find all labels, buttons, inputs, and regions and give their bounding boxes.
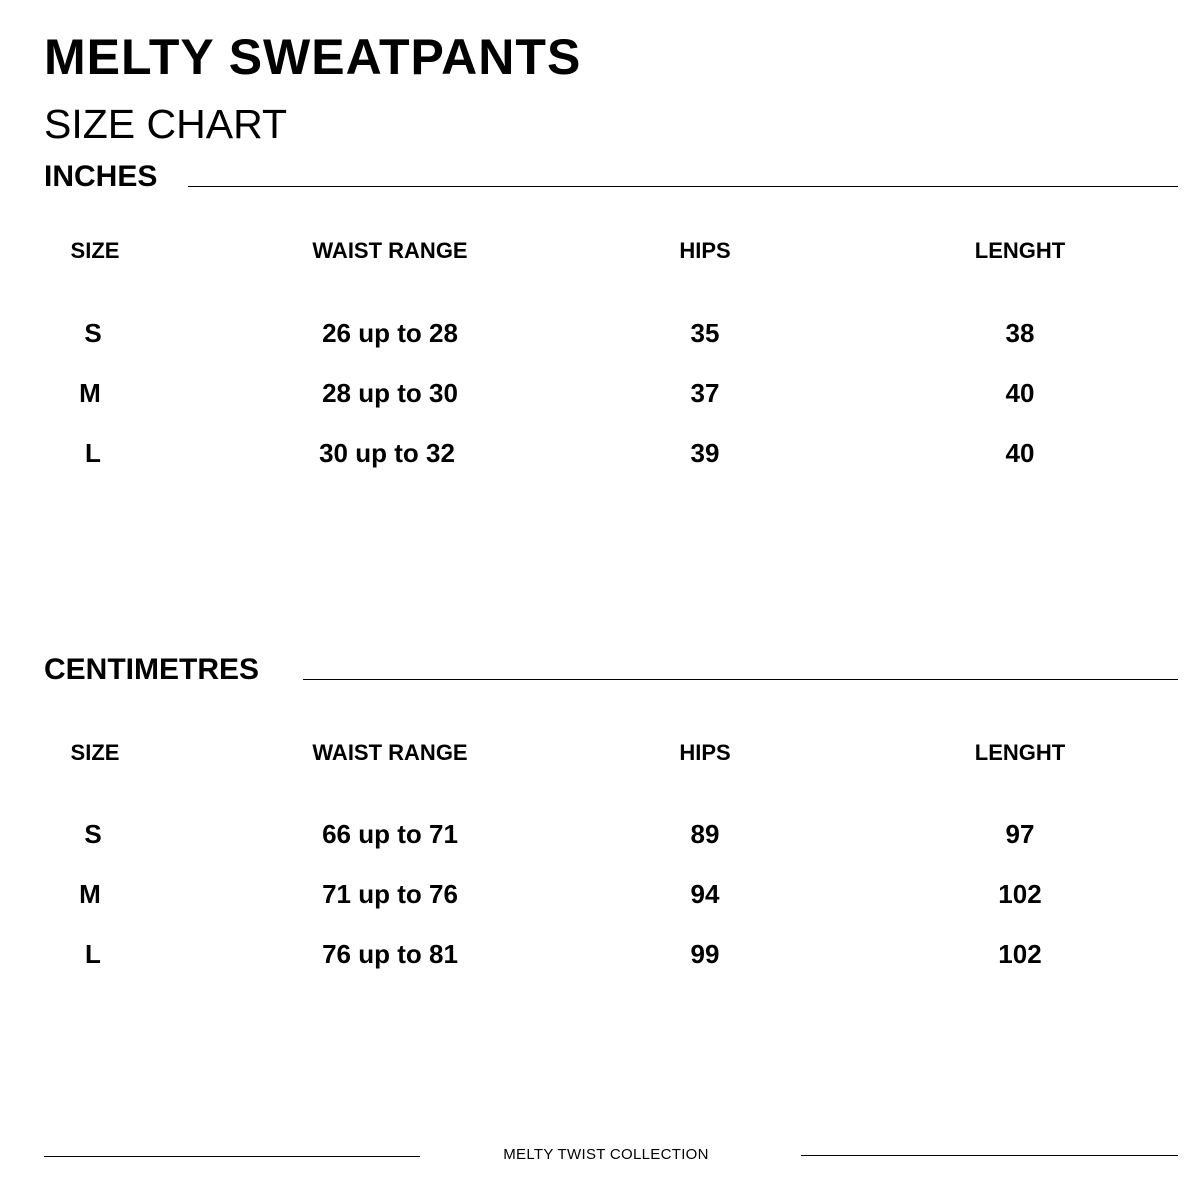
- column-header-size: SIZE: [70, 238, 120, 263]
- waist-range-cell: 28 up to 30: [322, 378, 458, 408]
- hips-cell: 89: [690, 819, 720, 849]
- hips-cell: 99: [690, 939, 720, 969]
- length-cell: 102: [998, 939, 1042, 969]
- size-cell: M: [79, 378, 101, 408]
- waist-range-cell: 71 up to 76: [322, 879, 458, 909]
- footer-collection-label: MELTY TWIST COLLECTION: [503, 1146, 709, 1163]
- page-subtitle: SIZE CHART: [44, 101, 287, 147]
- length-cell: 97: [1005, 819, 1035, 849]
- length-cell: 40: [1005, 378, 1035, 408]
- page-title: MELTY SWEATPANTS: [44, 29, 582, 85]
- column-header-hips: HIPS: [679, 238, 731, 263]
- hips-cell: 35: [690, 318, 720, 348]
- length-cell: 38: [1005, 318, 1035, 348]
- hips-cell: 37: [690, 378, 720, 408]
- column-header-waist-range: WAIST RANGE: [312, 740, 468, 765]
- size-cell: M: [79, 879, 101, 909]
- footer-divider-right: [801, 1155, 1178, 1156]
- length-cell: 102: [998, 879, 1042, 909]
- hips-cell: 39: [690, 438, 720, 468]
- footer-divider-left: [44, 1156, 420, 1157]
- hips-cell: 94: [690, 879, 720, 909]
- size-cell: S: [84, 819, 102, 849]
- waist-range-cell: 26 up to 28: [322, 318, 458, 348]
- waist-range-cell: 76 up to 81: [322, 939, 458, 969]
- column-header-waist-range: WAIST RANGE: [312, 238, 468, 263]
- inches-section-divider: [188, 186, 1178, 187]
- centimetres-section-divider: [303, 679, 1178, 680]
- column-header-hips: HIPS: [679, 740, 731, 765]
- inches-section-label: INCHES: [44, 160, 158, 193]
- column-header-length: LENGHT: [974, 740, 1066, 765]
- size-cell: L: [85, 939, 101, 969]
- centimetres-section-label: CENTIMETRES: [44, 653, 260, 686]
- waist-range-cell: 30 up to 32: [319, 438, 455, 468]
- length-cell: 40: [1005, 438, 1035, 468]
- size-cell: S: [84, 318, 102, 348]
- waist-range-cell: 66 up to 71: [322, 819, 458, 849]
- column-header-length: LENGHT: [974, 238, 1066, 263]
- size-cell: L: [85, 438, 101, 468]
- column-header-size: SIZE: [70, 740, 120, 765]
